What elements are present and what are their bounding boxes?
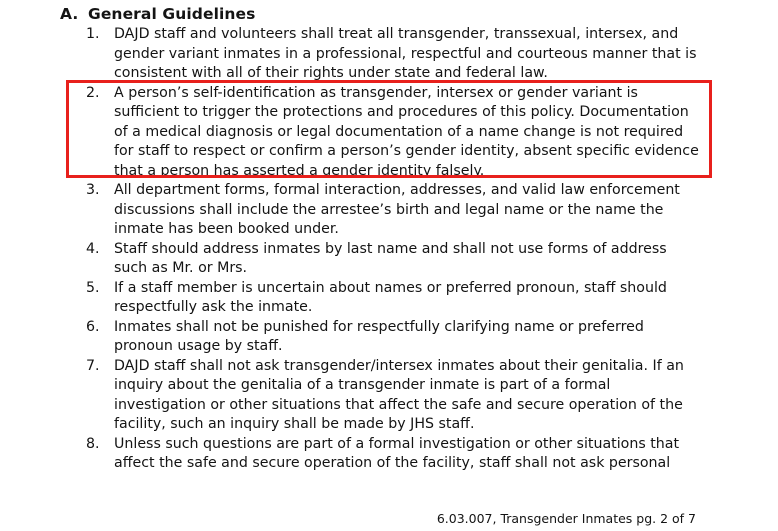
item-text: Inmates shall not be punished for respectfully clarifying name or preferred pronoun usage by staff. [114,318,644,354]
item-number: 6. [86,318,100,335]
item-number: 3. [86,182,100,198]
item-number: 2. [86,84,100,101]
list-item [0,279,704,318]
list-item [0,25,704,84]
item-text: DAJD staff and volunteers shall treat all transgender, transsexual, intersex, and gender variant inmates in a professional, respectful and courteous manner that is consistent with all of their rights under state and federal law. [114,26,697,81]
item-text: Staff should address inmates by last name and shall not use forms of address such as Mr. or Mrs. [114,240,667,276]
section-marker: A. [60,5,79,23]
item-number: 7. [86,357,100,374]
item-text: A person’s self-identification as transgender, intersex or gender variant is sufficient to trigger the protections and procedures of this policy. Documentation of a medical diagnosis or legal documentation of a name change is not required for staff to respect or confirm a person’s gender identity, absent specific evidence that a person has asserted a gender identity falsely. [114,84,699,179]
list-item [0,435,704,474]
item-text: All department forms, formal interaction, addresses, and valid law enforcement discussions shall include the arrestee’s birth and legal name or the name the inmate has been booked under. [114,182,680,237]
highlight-box [66,80,712,178]
item-number: 1. [86,26,100,42]
list-item [0,181,704,240]
section-heading [60,3,255,25]
page-footer: 6.03.007, Transgender Inmates pg. 2 of 7 [436,511,696,526]
list-item [0,357,704,435]
item-number: 4. [86,240,100,257]
item-text: Unless such questions are part of a formal investigation or other situations that affect the safe and secure operation of the facility, staff shall not ask personal [114,435,680,471]
item-text: If a staff member is uncertain about names or preferred pronoun, staff should respectfully ask the inmate. [114,279,667,315]
list-item [0,240,704,279]
section-title: General Guidelines [88,5,256,23]
item-number: 5. [86,279,100,296]
item-text: DAJD staff shall not ask transgender/intersex inmates about their genitalia. If an inquiry about the genitalia of a transgender inmate is part of a formal investigation or other situations that affect the safe and secure operation of the facility, such an inquiry shall be made by JHS staff. [114,357,684,432]
item-number: 8. [86,435,100,452]
list-item [0,318,704,357]
